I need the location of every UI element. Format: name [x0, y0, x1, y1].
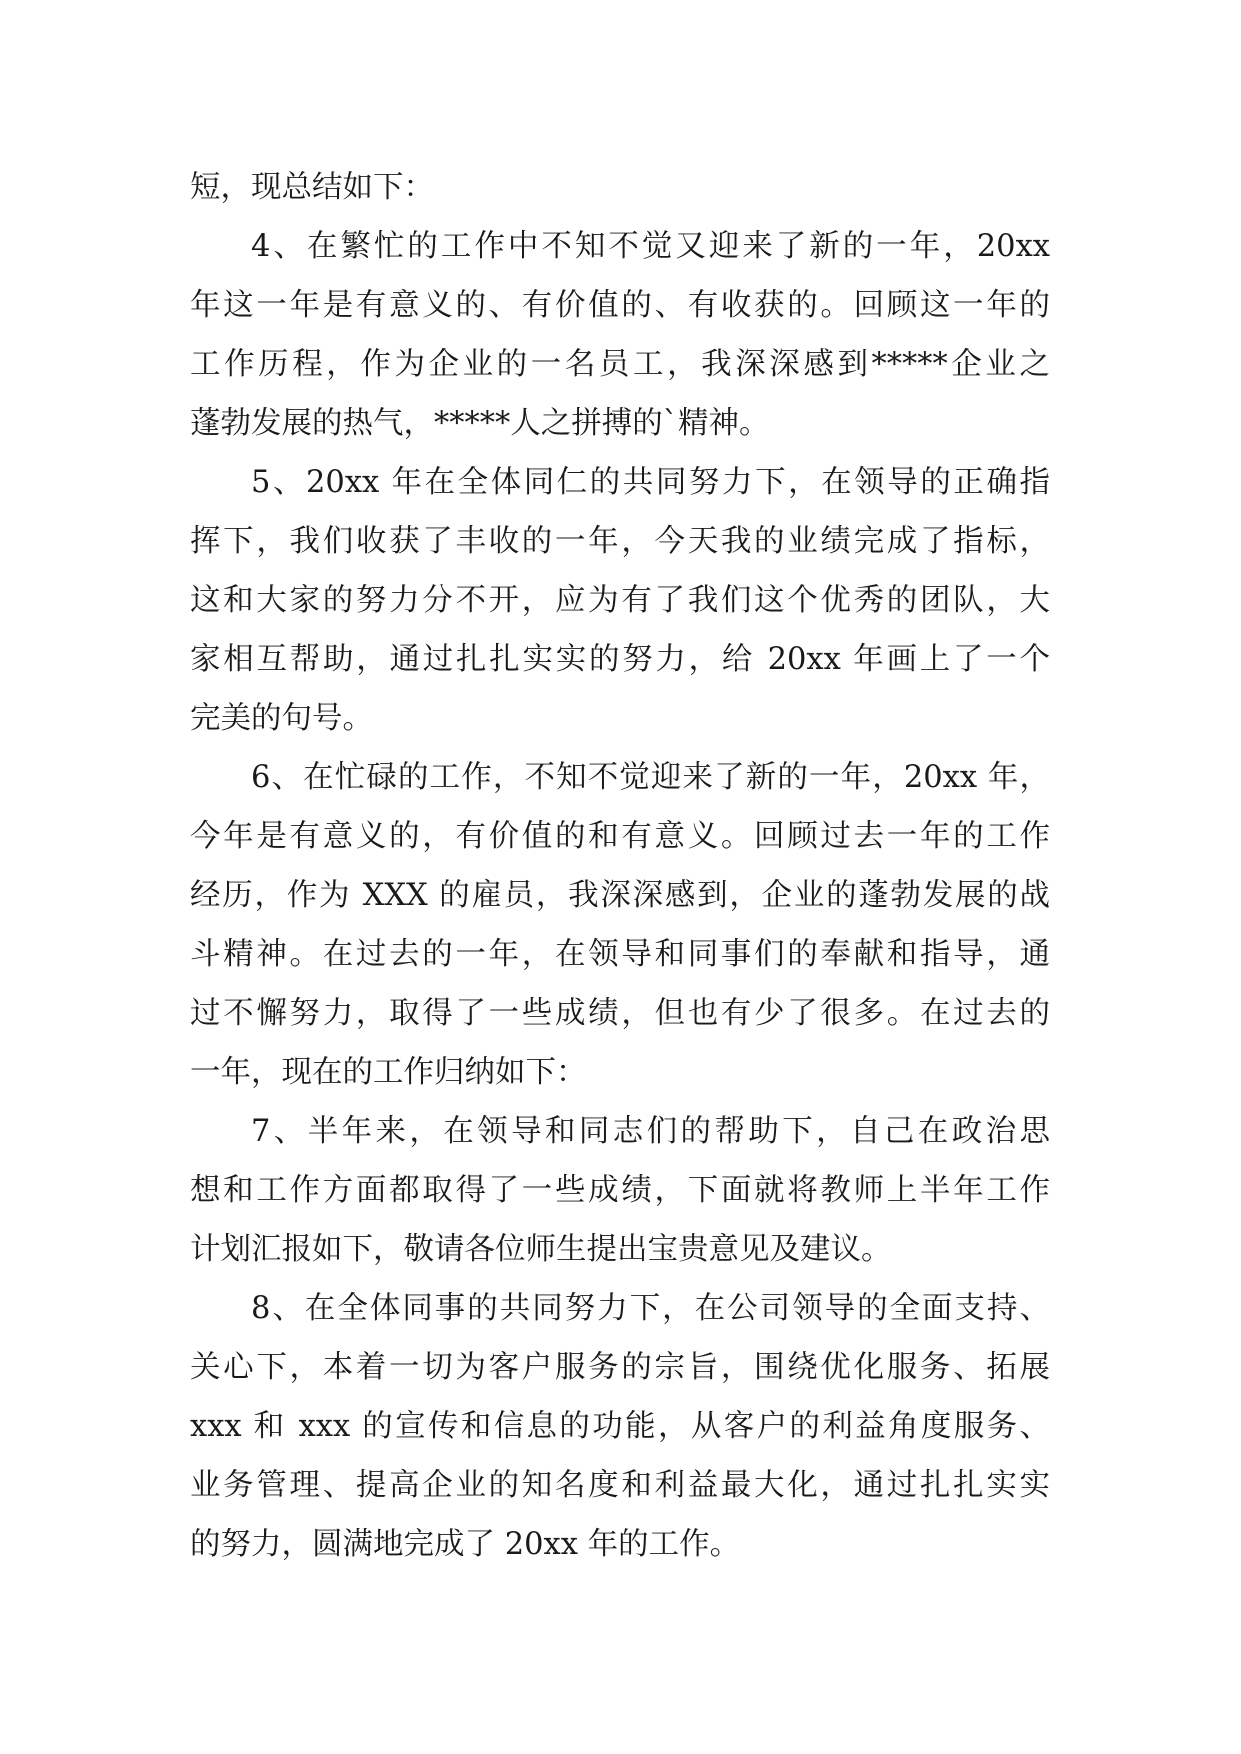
paragraph-line: 经历，作为 XXX 的雇员，我深深感到，企业的蓬勃发展的战	[190, 878, 1050, 913]
paragraph-line: 5、20xx 年在全体同仁的共同努力下，在领导的正确指	[251, 465, 1050, 500]
paragraph-line: 计划汇报如下，敬请各位师生提出宝贵意见及建议。	[190, 1232, 892, 1267]
paragraph-line: 斗精神。在过去的一年，在领导和同事们的奉献和指导，通	[190, 937, 1050, 972]
paragraph-line: 挥下，我们收获了丰收的一年，今天我的业绩完成了指标，	[190, 524, 1050, 559]
paragraph-line: 关心下，本着一切为客户服务的宗旨，围绕优化服务、拓展	[190, 1350, 1050, 1385]
paragraph-line: 4、在繁忙的工作中不知不觉又迎来了新的一年，20xx	[251, 229, 1050, 264]
paragraph-line: xxx 和 xxx 的宣传和信息的功能，从客户的利益角度服务、	[190, 1409, 1050, 1444]
paragraph-line: 工作历程，作为企业的一名员工，我深深感到*****企业之	[190, 347, 1050, 382]
document-body	[190, 158, 1050, 1574]
paragraph-line: 今年是有意义的，有价值的和有意义。回顾过去一年的工作	[190, 819, 1050, 854]
paragraph-line: 想和工作方面都取得了一些成绩，下面就将教师上半年工作	[190, 1173, 1050, 1208]
paragraph-line: 业务管理、提高企业的知名度和利益最大化，通过扎扎实实	[190, 1468, 1050, 1503]
paragraph-line: 过不懈努力，取得了一些成绩，但也有少了很多。在过去的	[190, 996, 1050, 1031]
paragraph-line: 年这一年是有意义的、有价值的、有收获的。回顾这一年的	[190, 288, 1050, 323]
paragraph-line: 短，现总结如下：	[190, 170, 434, 205]
paragraph-line: 8、在全体同事的共同努力下，在公司领导的全面支持、	[251, 1291, 1050, 1326]
paragraph-line: 这和大家的努力分不开，应为有了我们这个优秀的团队，大	[190, 583, 1050, 618]
paragraph-line: 完美的句号。	[190, 701, 373, 736]
paragraph-line: 7、半年来，在领导和同志们的帮助下，自己在政治思	[251, 1114, 1050, 1149]
paragraph-line: 家相互帮助，通过扎扎实实的努力，给 20xx 年画上了一个	[190, 642, 1050, 677]
paragraph-line: 蓬勃发展的热气，*****人之拼搏的`精神。	[190, 406, 770, 441]
paragraph-line: 的努力，圆满地完成了 20xx 年的工作。	[190, 1527, 741, 1562]
paragraph-line: 一年，现在的工作归纳如下：	[190, 1055, 587, 1090]
paragraph-line: 6、在忙碌的工作，不知不觉迎来了新的一年，20xx 年，	[251, 760, 1050, 795]
